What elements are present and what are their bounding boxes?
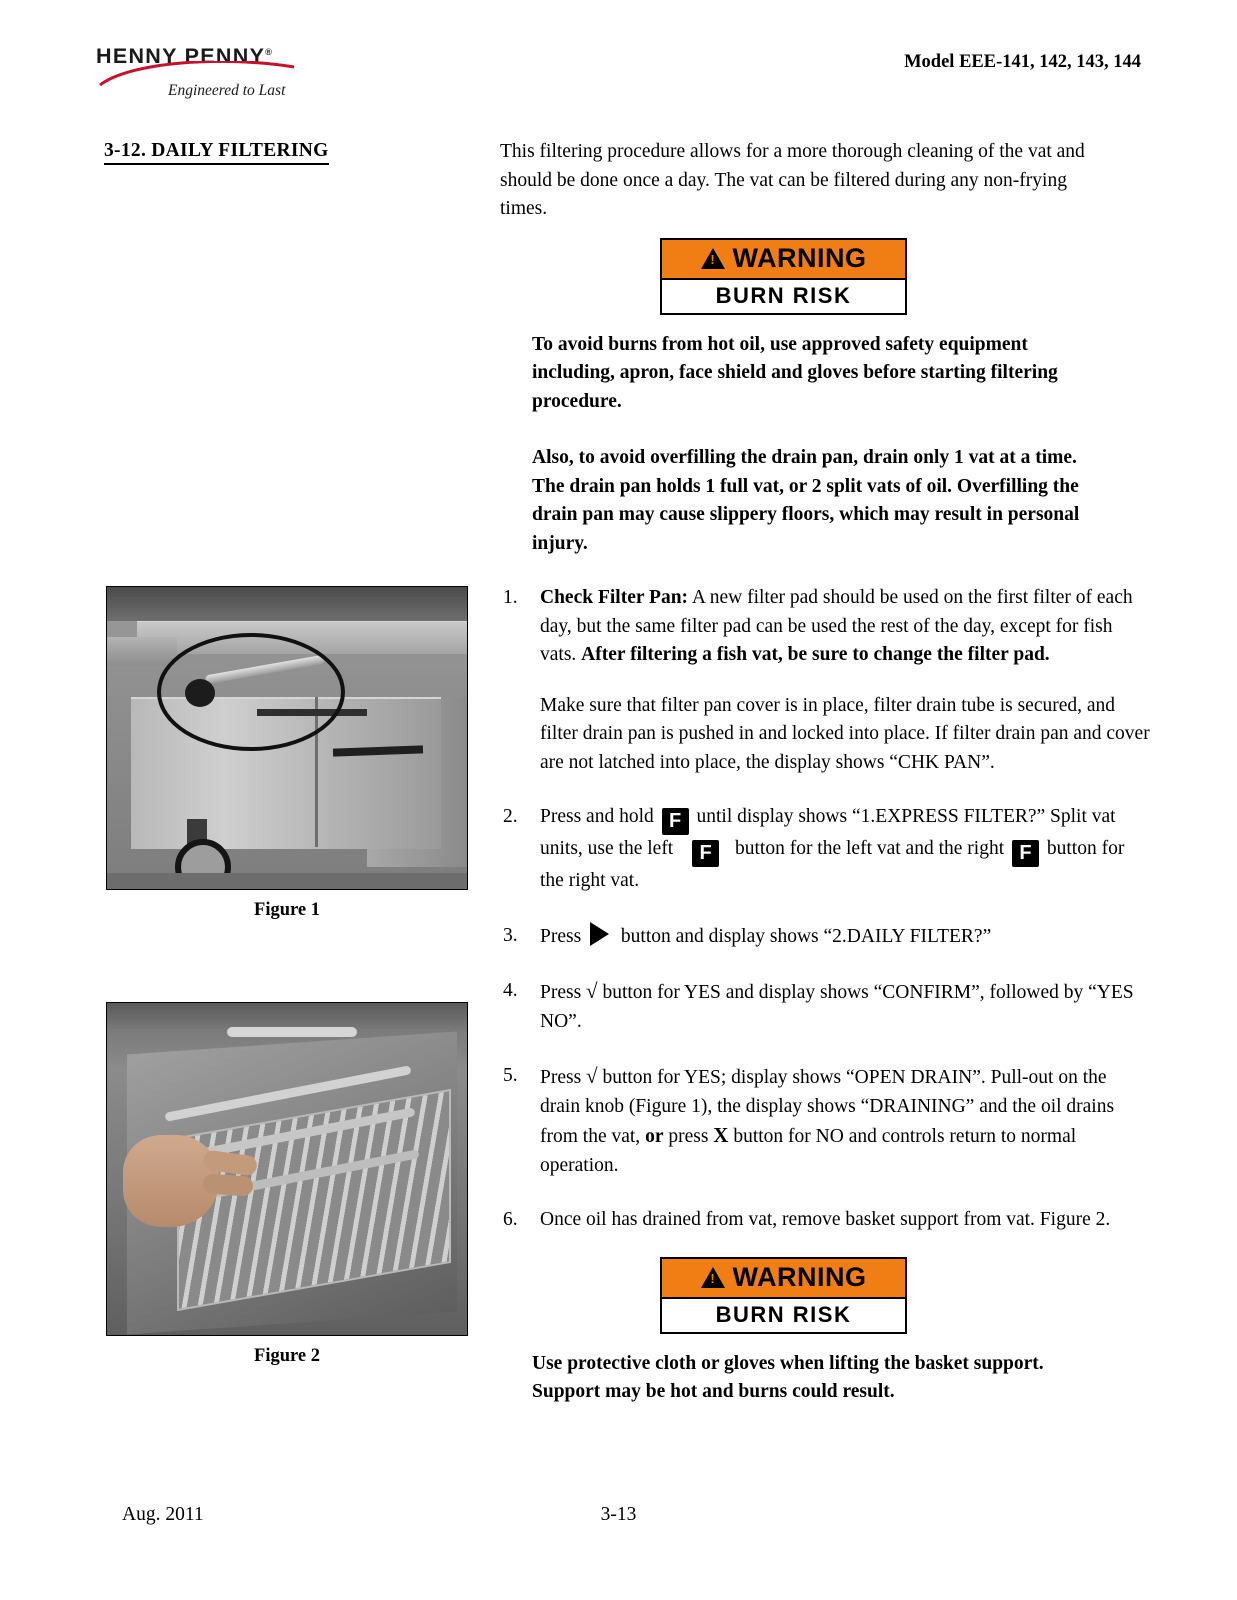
footer-date: Aug. 2011 — [122, 1504, 204, 1525]
figure-1-photo — [106, 586, 468, 890]
step-2-number: 2. — [503, 806, 518, 827]
step-5-bold-or: or — [645, 1126, 664, 1147]
step-4 — [500, 977, 1150, 1036]
step-5-text-c: press — [663, 1126, 714, 1147]
step-2-text-a: Press and hold — [540, 806, 654, 827]
photo-counter-left — [107, 637, 177, 665]
photo2-rack-handle — [227, 1027, 357, 1037]
logo-registered-mark: ® — [265, 46, 274, 57]
warning-triangle-icon-2 — [701, 1267, 725, 1288]
step-4-text-a: Press — [540, 982, 582, 1003]
step-1-bold-tail: After filtering a fish vat, be sure to change the filter pad. — [581, 644, 1050, 665]
step-2-text-d: button for the right vat. — [540, 838, 1125, 891]
photo-floor-shadow — [107, 873, 467, 889]
filter-key-icon-1[interactable]: F — [662, 808, 689, 835]
step-1-lead: Check Filter Pan: — [540, 587, 689, 608]
warning-block-1 — [660, 238, 1110, 315]
step-1-number: 1. — [503, 587, 518, 608]
step-2-text-c: button for the left vat and the right — [734, 838, 1005, 859]
model-number-header: Model EEE-141, 142, 143, 144 — [904, 52, 1141, 72]
warning-banner-2 — [662, 1259, 905, 1299]
x-key-icon[interactable]: X — [713, 1123, 729, 1147]
step-3-text-b: button and display shows “2.DAILY FILTER?” — [620, 925, 992, 947]
step-5-text-d: button for NO and controls return to normal operation. — [540, 1126, 1077, 1176]
page-header — [0, 0, 1237, 120]
check-key-icon-2[interactable]: √ — [586, 1064, 598, 1088]
step-2 — [500, 803, 1150, 896]
footer-page-number: 3-13 — [600, 1504, 637, 1525]
filter-key-icon-2[interactable]: F — [692, 840, 719, 867]
procedure-steps — [500, 584, 1150, 1235]
right-arrow-key-icon[interactable] — [590, 922, 609, 946]
step-2-text-b: until display shows “1.EXPRESS FILTER?” Split vat units, use the left — [540, 806, 1116, 859]
step-5-number: 5. — [503, 1065, 518, 1086]
warning-hazard-2: BURN RISK — [715, 1302, 852, 1327]
figure-2-caption: Figure 2 — [254, 1346, 320, 1366]
warning-text-1a: To avoid burns from hot oil, use approved safety equipment including, apron, face shield and gloves before starting filtering procedure. — [532, 333, 1058, 412]
logo-wordmark — [96, 44, 326, 69]
section-heading: 3-12. DAILY FILTERING — [104, 140, 329, 165]
filter-key-icon-3[interactable]: F — [1012, 840, 1039, 867]
warning-sign-1 — [660, 238, 907, 315]
step-4-text-b: button for YES and display shows “CONFIRM”, followed by “YES NO”. — [540, 982, 1134, 1032]
warning-banner-1 — [662, 240, 905, 280]
step-6-number: 6. — [503, 1209, 518, 1230]
step-1-text: A new filter pad should be used on the first filter of each day, but the same filter pad can be used the rest of the day, except for fish vats. — [540, 587, 1133, 665]
warning-triangle-icon — [701, 248, 725, 269]
warning-text-2a: Use protective cloth or gloves when lifting the basket support. Support may be hot and burns could result. — [532, 1352, 1044, 1402]
warning-hazard-1: BURN RISK — [715, 283, 852, 308]
figure-1-caption: Figure 1 — [254, 900, 320, 920]
step-3-text-a: Press — [540, 925, 582, 947]
warning-signal-word-1: WARNING — [732, 243, 867, 273]
step-6 — [500, 1206, 1150, 1235]
step-4-number: 4. — [503, 980, 518, 1001]
photo-upper-shadow — [107, 587, 467, 621]
logo-tagline: Engineered to Last — [168, 82, 286, 99]
main-text-column — [500, 138, 1150, 1407]
step-5-text-b: button for YES; display shows “OPEN DRAIN”. Pull-out on the drain knob (Figure 1), the display shows “DRAINING” and the oil drains from the vat, — [540, 1067, 1115, 1147]
step-1 — [500, 584, 1150, 777]
figure-1 — [106, 586, 468, 921]
logo-wordmark-text: HENNY PENNY — [96, 44, 266, 68]
photo2-finger-2 — [202, 1173, 253, 1196]
step-1-subparagraph: Make sure that filter pan cover is in place, filter drain tube is secured, and filter drain pan is pushed in and locked into place. If filter drain pan and cover are not latched into place, the display shows “CHK PAN”. — [540, 694, 1150, 773]
warning-text-1b: Also, to avoid overfilling the drain pan, drain only 1 vat at a time. The drain pan holds 1 full vat, or 2 split vats of oil. Overfilling the drain pan may cause slippery floors, which may result in personal injury. — [532, 447, 1080, 554]
figure-2-photo — [106, 1002, 468, 1336]
step-3 — [500, 922, 1150, 952]
step-5-text-a: Press — [540, 1067, 582, 1088]
warning-signal-word-2: WARNING — [732, 1262, 867, 1292]
warning-block-2 — [660, 1257, 1110, 1334]
step-3-number: 3. — [503, 924, 518, 946]
henny-penny-logo — [96, 44, 326, 106]
intro-paragraph: This filtering procedure allows for a more thorough cleaning of the vat and should be done once a day. The vat can be filtered during any non-frying times. — [500, 141, 1085, 219]
photo-callout-circle — [157, 633, 345, 751]
figure-2 — [106, 1002, 468, 1367]
check-key-icon-1[interactable]: √ — [586, 979, 598, 1003]
step-6-text: Once oil has drained from vat, remove basket support from vat. Figure 2. — [540, 1209, 1111, 1230]
step-5 — [500, 1062, 1150, 1180]
warning-sign-2 — [660, 1257, 907, 1334]
